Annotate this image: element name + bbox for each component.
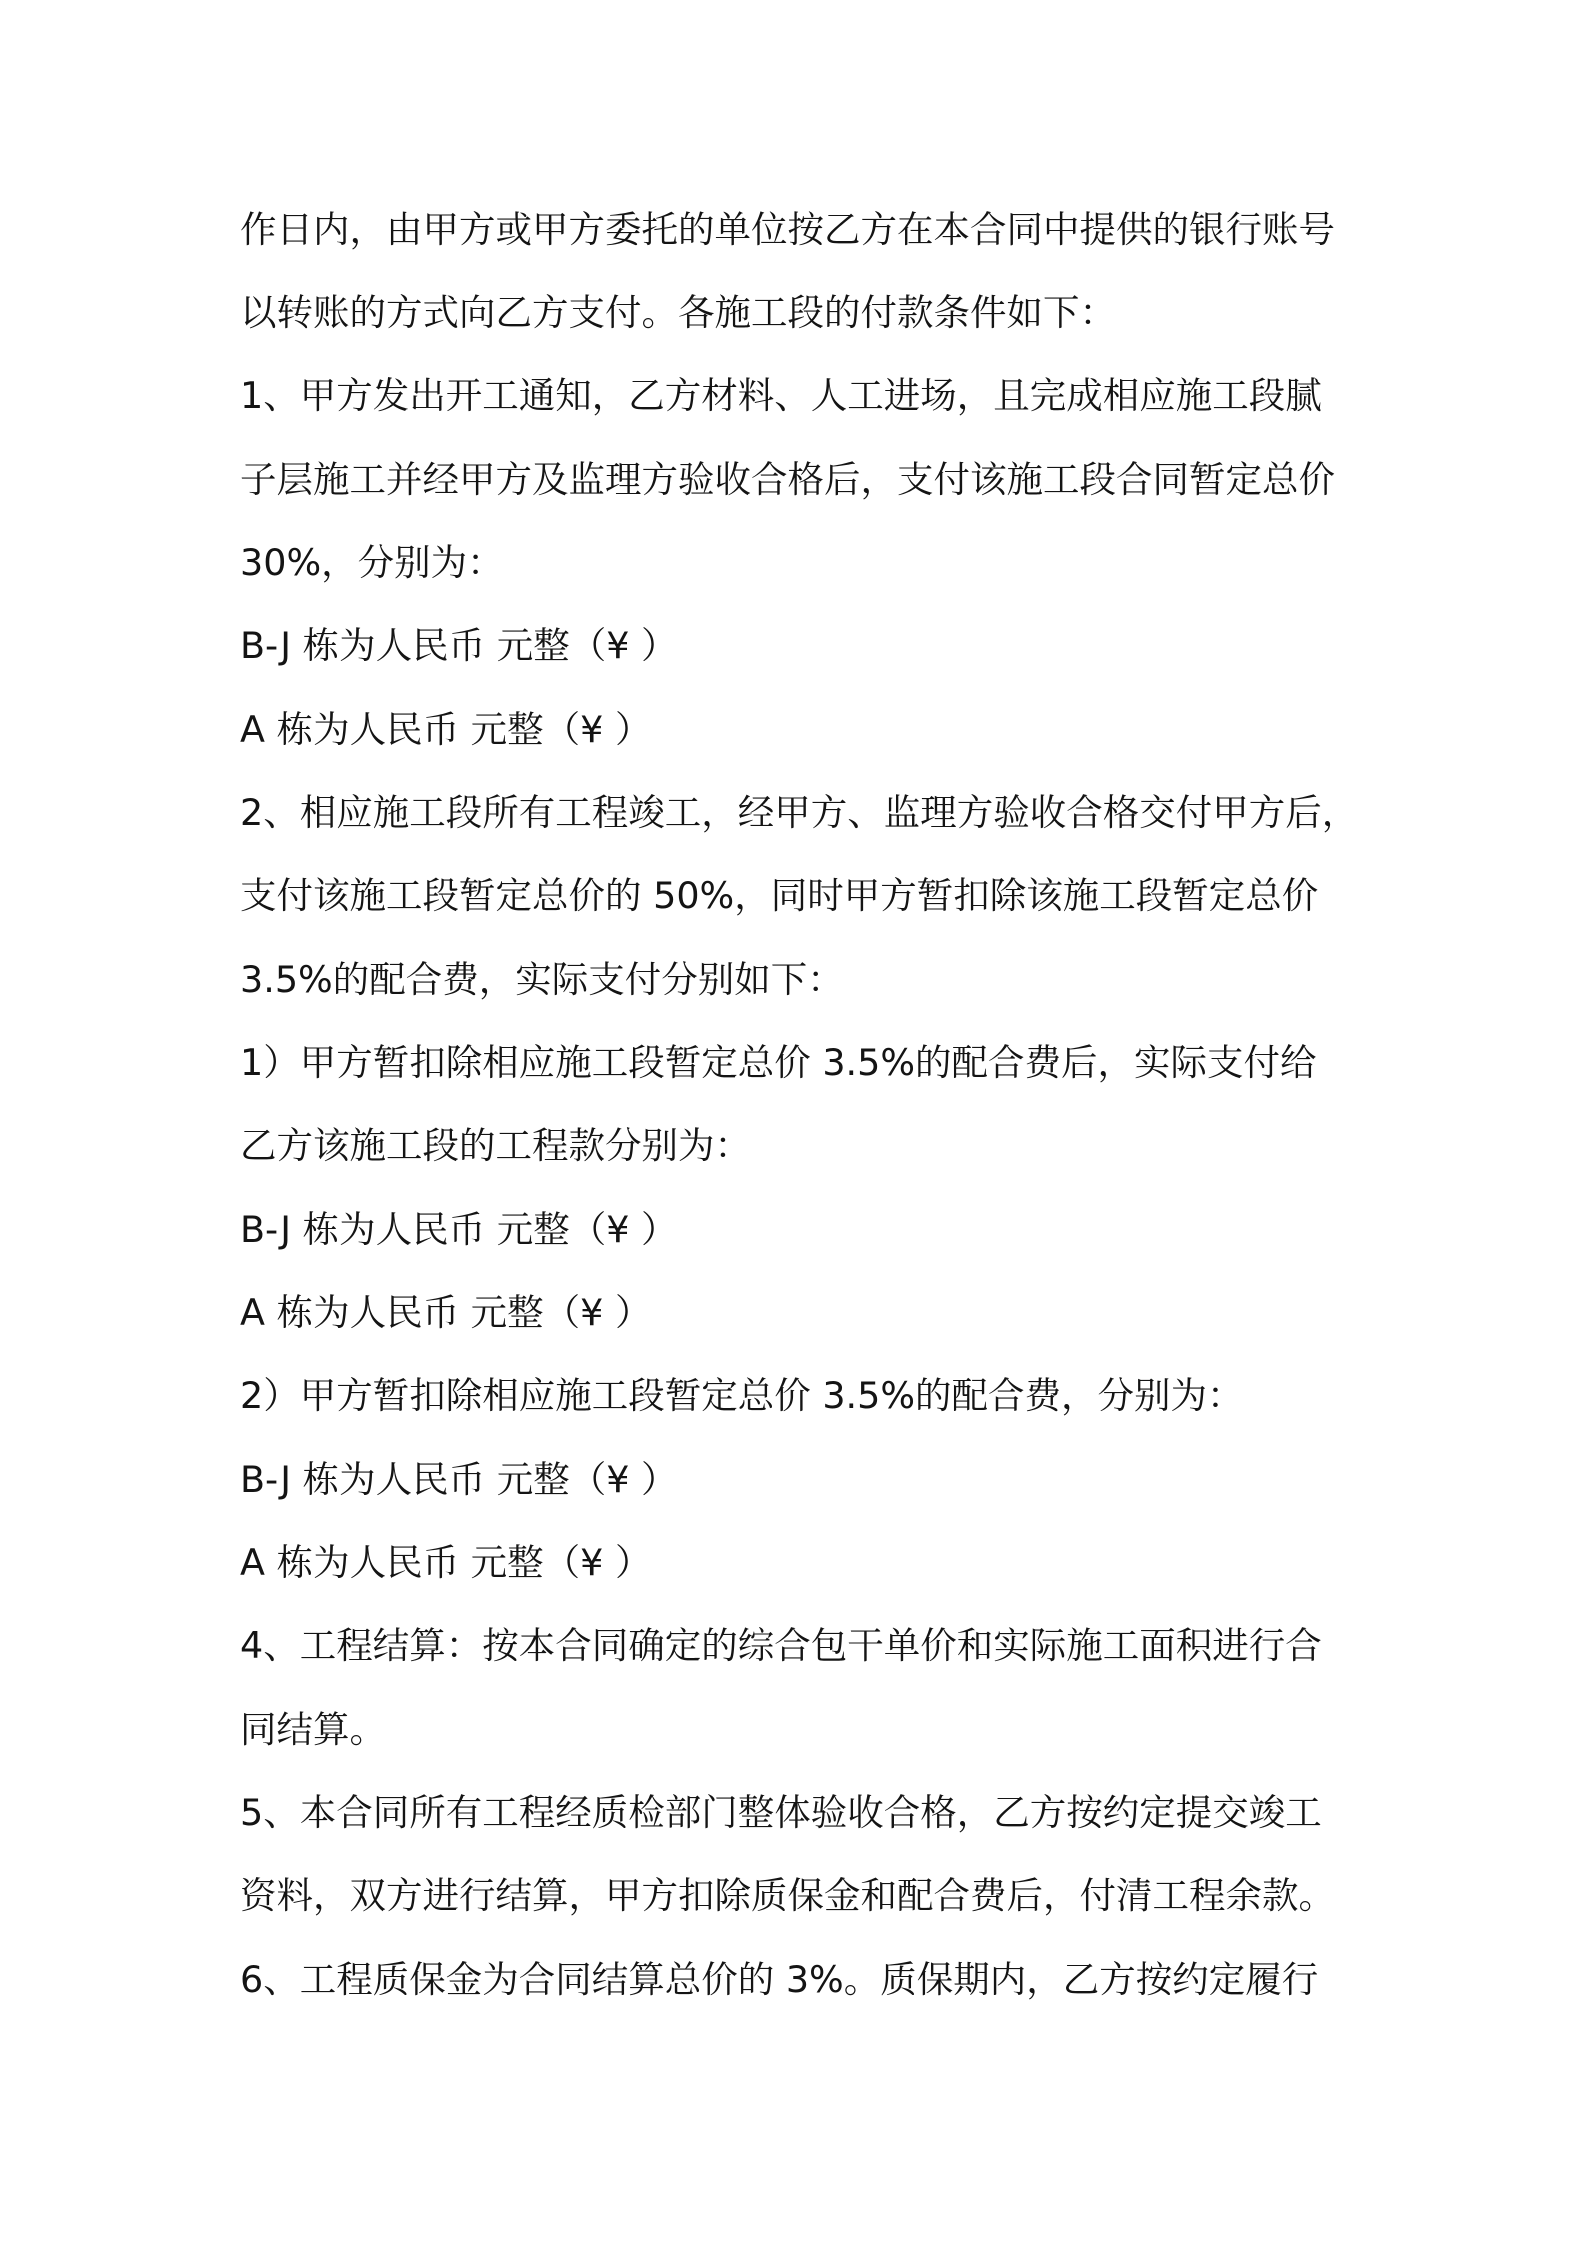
- text-line: 5、本合同所有工程经质检部门整体验收合格，乙方按约定提交竣工: [240, 1791, 1322, 1834]
- text-line: 2、相应施工段所有工程竣工，经甲方、监理方验收合格交付甲方后，: [240, 791, 1359, 834]
- text-line: 2）甲方暂扣除相应施工段暂定总价 3.5%的配合费，分别为：: [240, 1374, 1244, 1417]
- text-line: 6、工程质保金为合同结算总价的 3%。质保期内，乙方按约定履行: [240, 1958, 1319, 2001]
- text-line: 1、甲方发出开工通知，乙方材料、人工进场，且完成相应施工段腻: [240, 374, 1322, 417]
- text-line: 子层施工并经甲方及监理方验收合格后，支付该施工段合同暂定总价: [240, 458, 1335, 501]
- text-line: 乙方该施工段的工程款分别为：: [240, 1124, 751, 1167]
- text-line: 以转账的方式向乙方支付。各施工段的付款条件如下：: [240, 291, 1116, 334]
- text-line: 资料，双方进行结算，甲方扣除质保金和配合费后，付清工程余款。: [240, 1874, 1335, 1917]
- text-line: B-J 栋为人民币 元整（¥ ）: [240, 624, 678, 667]
- text-line: 支付该施工段暂定总价的 50%，同时甲方暂扣除该施工段暂定总价: [240, 874, 1319, 917]
- text-line: A 栋为人民币 元整（¥ ）: [240, 708, 652, 751]
- text-line: A 栋为人民币 元整（¥ ）: [240, 1541, 652, 1584]
- text-line: 作日内，由甲方或甲方委托的单位按乙方在本合同中提供的银行账号: [240, 208, 1335, 251]
- text-line: 同结算。: [240, 1708, 386, 1751]
- text-line: 4、工程结算：按本合同确定的综合包干单价和实际施工面积进行合: [240, 1624, 1322, 1667]
- text-line: 1）甲方暂扣除相应施工段暂定总价 3.5%的配合费后，实际支付给: [240, 1041, 1317, 1084]
- text-line: A 栋为人民币 元整（¥ ）: [240, 1291, 652, 1334]
- text-line: B-J 栋为人民币 元整（¥ ）: [240, 1208, 678, 1251]
- text-line: 30%，分别为：: [240, 541, 504, 584]
- text-line: B-J 栋为人民币 元整（¥ ）: [240, 1458, 678, 1501]
- text-line: 3.5%的配合费，实际支付分别如下：: [240, 958, 844, 1001]
